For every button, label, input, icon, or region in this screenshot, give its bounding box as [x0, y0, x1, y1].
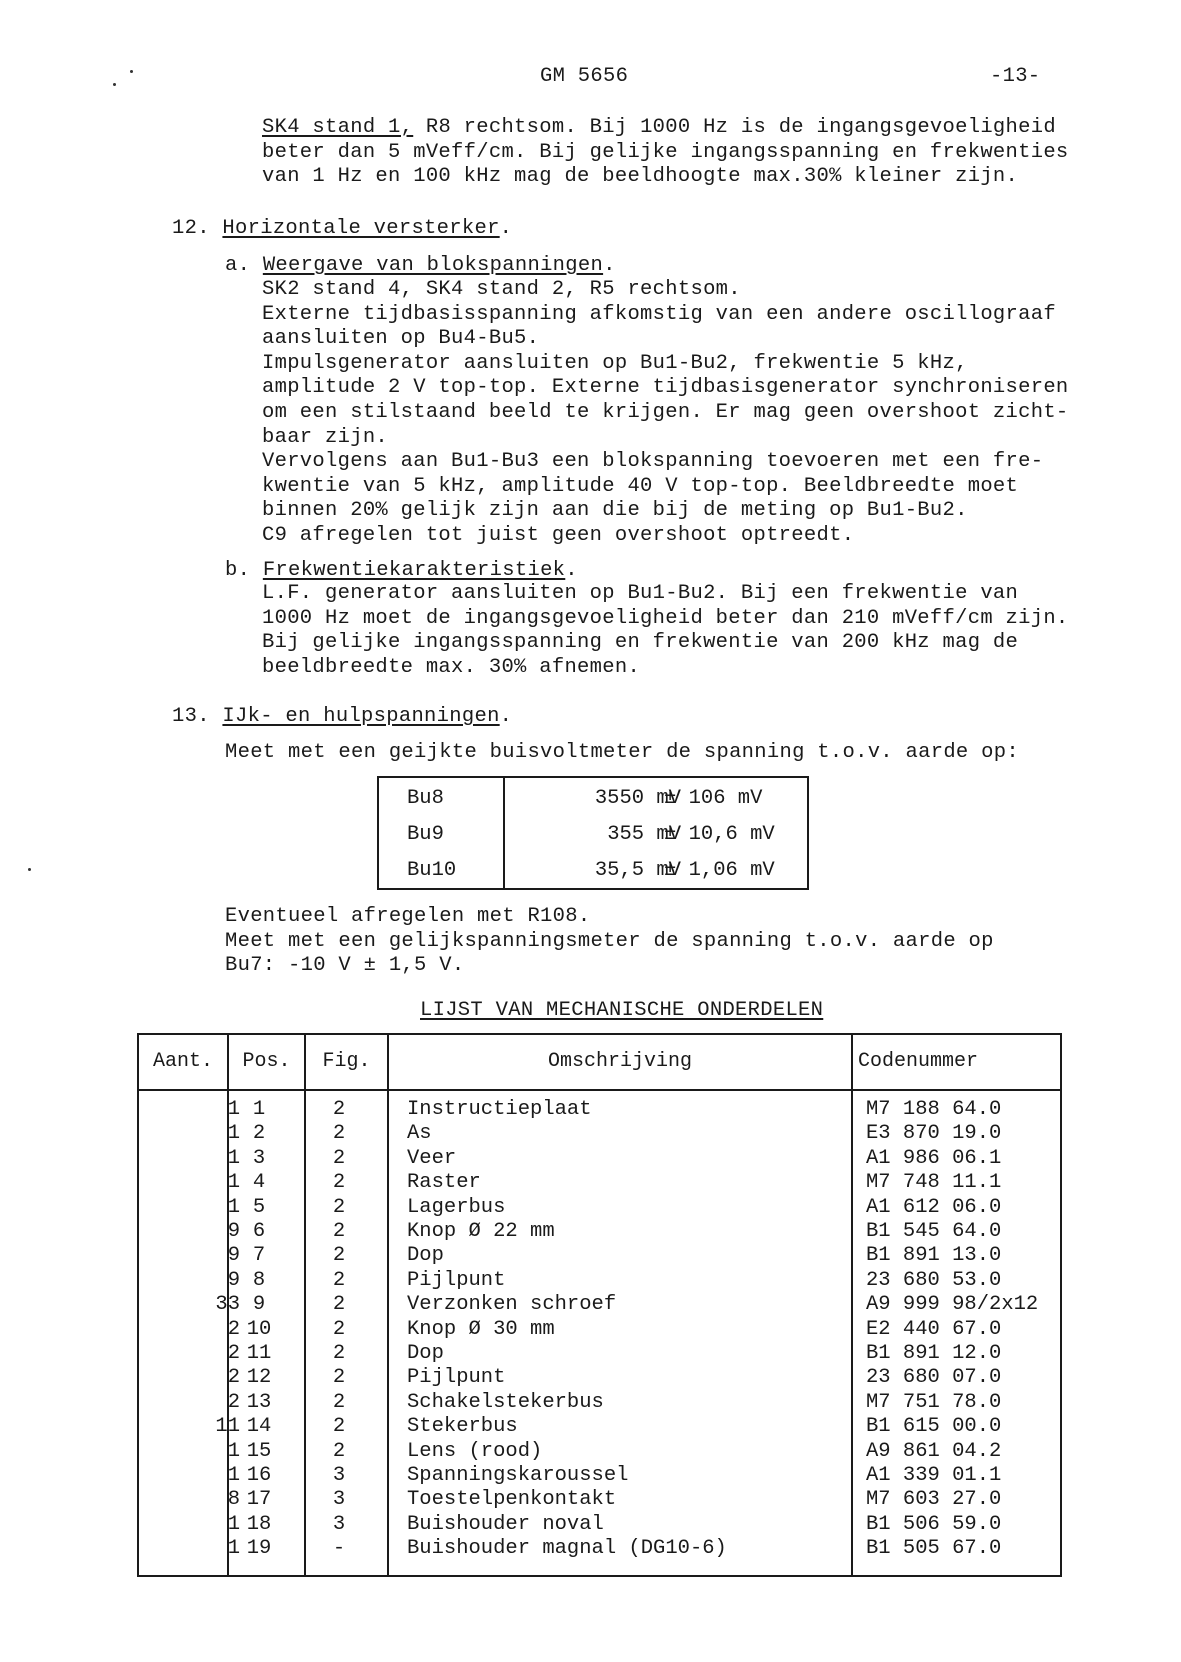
section-12a-body — [262, 278, 1069, 549]
body-line: binnen 20% gelijk zijn aan die bij de meting op Bu1-Bu2. — [262, 499, 968, 523]
code-cell: 23 680 53.0 — [866, 1268, 1002, 1292]
pos-cell: 17 — [246, 1488, 272, 1512]
header-line — [139, 1089, 1060, 1091]
qty-cell: 9 — [227, 1244, 240, 1268]
description-cell: Raster — [407, 1171, 481, 1195]
tolerance-cell: ± 106 mV — [664, 787, 763, 810]
fig-cell: 2 — [332, 1171, 346, 1195]
qty-cell: 1 — [227, 1537, 240, 1561]
code-cell: M7 751 78.0 — [866, 1390, 1002, 1414]
description-cell: Veer — [407, 1146, 457, 1170]
body-line: kwentie van 5 kHz, amplitude 40 V top-top. Beeldbreedte moet — [262, 474, 1019, 498]
section-13-intro: Meet met een geijkte buisvoltmeter de spanning t.o.v. aarde op: — [225, 741, 1019, 764]
pos-cell: 6 — [252, 1220, 266, 1243]
body-line: Vervolgens aan Bu1-Bu3 een blokspanning toevoeren met een fre- — [262, 450, 1044, 474]
voltage-table — [377, 776, 809, 890]
value-cell: 3550 mV — [594, 787, 681, 810]
qty-cell: 9 — [227, 1268, 240, 1292]
table-row — [139, 1244, 1060, 1268]
qty-cell: 1 — [227, 1464, 240, 1487]
description-cell: Pijlpunt — [407, 1366, 506, 1390]
table-row — [139, 1464, 1060, 1488]
fig-cell: 2 — [332, 1366, 346, 1390]
intro-line3: van 1 Hz en 100 kHz mag de beeldhoogte max.30% kleiner zijn. — [262, 165, 1019, 189]
description-cell: Dop — [407, 1342, 444, 1365]
fig-cell: - — [332, 1537, 346, 1561]
description-cell: Knop Ø 22 mm — [407, 1220, 555, 1243]
code-cell: B1 615 00.0 — [866, 1415, 1002, 1439]
qty-cell: 2 — [227, 1366, 240, 1390]
header-pos: Pos. — [242, 1050, 291, 1073]
header-qty: Aant. — [152, 1050, 213, 1073]
section-12b-body — [262, 582, 1069, 680]
pos-cell: 12 — [246, 1366, 272, 1390]
code-cell: B1 505 67.0 — [866, 1537, 1002, 1561]
qty-cell: 1 — [227, 1439, 240, 1463]
table-row — [139, 1488, 1060, 1512]
body-line: Externe tijdbasisspanning afkomstig van een andere oscillograaf — [262, 302, 1056, 326]
table-row — [139, 1098, 1060, 1122]
fig-cell: 2 — [332, 1342, 346, 1365]
scan-speck — [130, 70, 133, 73]
section-12b-title: Frekwentiekarakteristiek — [262, 559, 566, 582]
body-line: aansluiten op Bu4-Bu5. — [262, 327, 540, 351]
table-row — [139, 1513, 1060, 1537]
pos-cell: 9 — [252, 1293, 266, 1317]
model-header: GM 5656 — [540, 65, 629, 88]
body-line: L.F. generator aansluiten op Bu1-Bu2. Bij een frekwentie van — [262, 582, 1019, 605]
table-row — [139, 1537, 1060, 1561]
body-line: SK2 stand 4, SK4 stand 2, R5 rechtsom. — [262, 278, 741, 301]
table-row — [139, 1342, 1060, 1366]
description-cell: Spanningskaroussel — [407, 1464, 629, 1487]
body-line: baar zijn. — [262, 425, 389, 449]
socket-cell: Bu10 — [407, 859, 457, 882]
pos-cell: 5 — [252, 1195, 266, 1219]
section-13-number: 13. — [172, 705, 210, 728]
pos-cell: 13 — [246, 1390, 272, 1414]
body-line: Eventueel afregelen met R108. — [225, 905, 591, 928]
intro-underlined: SK4 stand 1, — [262, 116, 414, 139]
table-row — [139, 1318, 1060, 1342]
body-line: Bu7: -10 V ± 1,5 V. — [225, 954, 465, 978]
pos-cell: 19 — [246, 1537, 272, 1561]
code-cell: M7 748 11.1 — [866, 1171, 1002, 1195]
qty-cell: 1 — [227, 1512, 240, 1536]
body-line: Bij gelijke ingangsspanning en frekwentie van 200 kHz mag de — [262, 631, 1019, 655]
intro-line1: R8 rechtsom. Bij 1000 Hz is de ingangsgevoeligheid — [413, 116, 1056, 139]
section-13-after — [225, 905, 994, 979]
table-row — [139, 1391, 1060, 1415]
body-line: Impulsgenerator aansluiten op Bu1-Bu2, frekwentie 5 kHz, — [262, 351, 968, 375]
description-cell: Knop Ø 30 mm — [407, 1317, 555, 1341]
pos-cell: 7 — [252, 1244, 266, 1268]
socket-cell: Bu8 — [407, 787, 444, 810]
description-cell: Dop — [407, 1244, 444, 1268]
fig-cell: 2 — [332, 1268, 346, 1292]
pos-cell: 8 — [252, 1268, 266, 1292]
table-row — [139, 1415, 1060, 1439]
fig-cell: 2 — [332, 1244, 346, 1268]
scan-speck — [28, 868, 31, 871]
code-cell: A9 861 04.2 — [866, 1439, 1002, 1463]
qty-cell: 11 — [215, 1415, 240, 1439]
table-row — [139, 1440, 1060, 1464]
qty-cell: 2 — [227, 1317, 240, 1341]
table-row — [139, 1366, 1060, 1390]
pos-cell: 10 — [246, 1317, 272, 1341]
parts-table — [137, 1033, 1062, 1577]
description-cell: Stekerbus — [407, 1415, 518, 1439]
fig-cell: 2 — [332, 1415, 346, 1439]
qty-cell: 1 — [227, 1195, 240, 1219]
value-cell: 355 mV — [607, 823, 681, 846]
scan-speck — [113, 83, 116, 86]
code-cell: B1 891 12.0 — [866, 1342, 1002, 1365]
section-13-heading — [172, 704, 512, 729]
fig-cell: 2 — [332, 1098, 346, 1121]
code-cell: B1 545 64.0 — [866, 1220, 1002, 1243]
description-cell: Buishouder noval — [407, 1512, 604, 1536]
table-row — [379, 782, 807, 816]
description-cell: Buishouder magnal (DG10-6) — [407, 1537, 727, 1561]
section-12a-label: a. — [225, 254, 251, 277]
body-line: C9 afregelen tot juist geen overshoot optreedt. — [262, 523, 855, 547]
code-cell: B1 506 59.0 — [866, 1512, 1002, 1536]
section-12a-title: Weergave van blokspanningen — [262, 254, 604, 277]
code-cell: A1 612 06.0 — [866, 1195, 1002, 1219]
table-row — [379, 818, 807, 852]
pos-cell: 4 — [252, 1171, 266, 1195]
section-12a-heading — [225, 253, 616, 278]
body-line: amplitude 2 V top-top. Externe tijdbasisgenerator synchroniseren — [262, 376, 1069, 400]
pos-cell: 3 — [252, 1146, 266, 1170]
body-line: om een stilstaand beeld te krijgen. Er mag geen overshoot zicht- — [262, 400, 1069, 424]
fig-cell: 2 — [332, 1195, 346, 1219]
table-row — [139, 1147, 1060, 1171]
section-12-number: 12. — [172, 217, 210, 240]
code-cell: 23 680 07.0 — [866, 1366, 1002, 1390]
qty-cell: 33 — [215, 1293, 240, 1317]
code-cell: B1 891 13.0 — [866, 1244, 1002, 1268]
section-12b-title-end: . — [565, 559, 578, 582]
socket-cell: Bu9 — [407, 823, 444, 846]
code-cell: A1 986 06.1 — [866, 1146, 1002, 1170]
qty-cell: 1 — [227, 1122, 240, 1146]
pos-cell: 15 — [246, 1439, 272, 1463]
intro-paragraph — [262, 116, 1069, 190]
code-cell: E3 870 19.0 — [866, 1122, 1002, 1146]
description-cell: Pijlpunt — [407, 1268, 506, 1292]
page-number: -13- — [990, 65, 1041, 88]
qty-cell: 1 — [227, 1171, 240, 1195]
qty-cell: 1 — [227, 1098, 240, 1121]
description-cell: Verzonken schroef — [407, 1293, 617, 1317]
section-13-title-end: . — [499, 705, 513, 728]
code-cell: A1 339 01.1 — [866, 1464, 1002, 1487]
pos-cell: 2 — [252, 1122, 266, 1146]
description-cell: Schakelstekerbus — [407, 1390, 604, 1414]
code-cell: M7 188 64.0 — [866, 1098, 1002, 1121]
qty-cell: 9 — [227, 1220, 240, 1243]
pos-cell: 14 — [246, 1415, 272, 1439]
header-code: Codenummer — [857, 1050, 979, 1073]
fig-cell: 3 — [332, 1488, 346, 1512]
body-line: beeldbreedte max. 30% afnemen. — [262, 655, 641, 679]
pos-cell: 18 — [246, 1512, 272, 1536]
fig-cell: 2 — [332, 1317, 346, 1341]
code-cell: A9 999 98/2x12 — [866, 1293, 1039, 1317]
header-desc: Omschrijving — [547, 1050, 693, 1073]
section-12b-label: b. — [225, 559, 251, 582]
qty-cell: 8 — [227, 1488, 240, 1512]
qty-cell: 2 — [227, 1342, 240, 1365]
fig-cell: 2 — [332, 1439, 346, 1463]
section-12-title: Horizontale versterker — [222, 217, 500, 240]
body-line: 1000 Hz moet de ingangsgevoeligheid beter dan 210 mVeff/cm zijn. — [262, 606, 1069, 630]
fig-cell: 2 — [332, 1220, 346, 1243]
description-cell: Instructieplaat — [407, 1098, 592, 1121]
table-row — [139, 1196, 1060, 1220]
fig-cell: 2 — [332, 1390, 346, 1414]
table-row — [139, 1171, 1060, 1195]
fig-cell: 3 — [332, 1512, 346, 1536]
fig-cell: 2 — [332, 1122, 346, 1146]
fig-cell: 3 — [332, 1464, 346, 1487]
qty-cell: 2 — [227, 1390, 240, 1414]
parts-list-title: LIJST VAN MECHANISCHE ONDERDELEN — [420, 999, 824, 1022]
table-row — [379, 854, 807, 888]
section-12-heading — [172, 216, 512, 241]
value-cell: 35,5 mV — [594, 859, 681, 882]
code-cell: M7 603 27.0 — [866, 1488, 1002, 1512]
body-line: Meet met een gelijkspanningsmeter de spanning t.o.v. aarde op — [225, 929, 994, 953]
table-row — [139, 1122, 1060, 1146]
table-row — [139, 1269, 1060, 1293]
section-13-title: IJk- en hulpspanningen — [222, 705, 500, 728]
description-cell: Lagerbus — [407, 1195, 506, 1219]
pos-cell: 11 — [246, 1342, 272, 1365]
description-cell: Lens (rood) — [407, 1439, 543, 1463]
header-fig: Fig. — [322, 1050, 371, 1073]
table-row — [139, 1293, 1060, 1317]
qty-cell: 1 — [227, 1146, 240, 1170]
code-cell: E2 440 67.0 — [866, 1317, 1002, 1341]
tolerance-cell: ± 10,6 mV — [664, 823, 775, 846]
fig-cell: 2 — [332, 1293, 346, 1317]
pos-cell: 1 — [252, 1098, 266, 1121]
table-row — [139, 1220, 1060, 1244]
fig-cell: 2 — [332, 1146, 346, 1170]
tolerance-cell: ± 1,06 mV — [664, 859, 775, 882]
intro-line2: beter dan 5 mVeff/cm. Bij gelijke ingangsspanning en frekwenties — [262, 140, 1069, 164]
section-12b-heading — [225, 558, 578, 583]
section-12a-title-end: . — [603, 254, 616, 277]
description-cell: As — [407, 1122, 432, 1146]
description-cell: Toestelpenkontakt — [407, 1488, 617, 1512]
pos-cell: 16 — [246, 1464, 272, 1487]
section-12-title-end: . — [499, 217, 513, 240]
